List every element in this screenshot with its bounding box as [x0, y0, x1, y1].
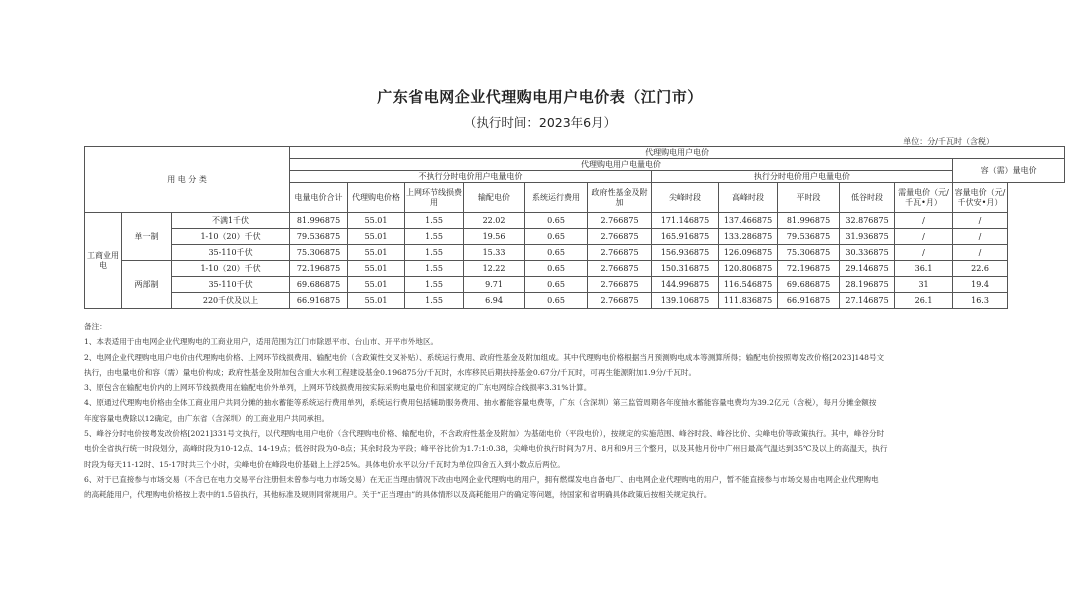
table-cell: 31 — [895, 277, 953, 293]
col-header-flat: 平时段 — [778, 183, 840, 213]
table-row — [85, 293, 1065, 309]
table-cell: 26.1 — [895, 293, 953, 309]
table-cell: 2.766875 — [588, 277, 652, 293]
notes-heading: 备注： — [84, 322, 107, 331]
table-row — [85, 245, 1065, 261]
col-header-transmission: 输配电价 — [464, 183, 525, 213]
table-cell: / — [895, 245, 953, 261]
table-cell: 81.996875 — [290, 213, 348, 229]
table-cell: 137.466875 — [719, 213, 778, 229]
row-label: 35-110千伏 — [172, 245, 290, 261]
table-cell: 156.936875 — [652, 245, 719, 261]
table-cell: 2.766875 — [588, 213, 652, 229]
row-label: 不满1千伏 — [172, 213, 290, 229]
col-header-capacity: 容量电价（元/千伏安•月） — [953, 183, 1008, 213]
table-cell: 30.336875 — [840, 245, 895, 261]
table-cell: / — [953, 229, 1008, 245]
table-cell: 55.01 — [348, 213, 405, 229]
note-line: 电价全省执行统一时段划分，高峰时段为10-12点、14-19点；低谷时段为0-8点；其余时段为平段；峰平谷比价为1.7:1:0.38，尖峰电价执行时间为7月、8月和9月三个整月，以及其他月份中广州日最高气温达到35℃及以上的高温天，执行 — [84, 444, 888, 454]
table-cell: 2.766875 — [588, 293, 652, 309]
table-cell: 133.286875 — [719, 229, 778, 245]
table-cell: / — [953, 245, 1008, 261]
table-cell: 2.766875 — [588, 261, 652, 277]
table-cell: 19.4 — [953, 277, 1008, 293]
col-header-gov-fund: 政府性基金及附加 — [588, 183, 652, 213]
table-cell: 0.65 — [525, 245, 588, 261]
table-cell: 19.56 — [464, 229, 525, 245]
table-cell: 1.55 — [405, 261, 464, 277]
col-header-valley: 低谷时段 — [840, 183, 895, 213]
table-cell: 2.766875 — [588, 245, 652, 261]
price-table — [84, 146, 1065, 309]
table-cell: 31.936875 — [840, 229, 895, 245]
table-cell: 0.65 — [525, 277, 588, 293]
table-row — [85, 213, 1065, 229]
energy-price-header: 代理购电用户电量电价 — [290, 159, 953, 171]
table-cell: 111.836875 — [719, 293, 778, 309]
note-line: 6、对于已直接参与市场交易（不含已在电力交易平台注册但未曾参与电力市场交易）在无正当理由情况下改由电网企业代理购电的用户，拥有燃煤发电自备电厂、由电网企业代理购电的用户，暂不能直接参与市场交易由电网企业代理购电 — [84, 474, 879, 484]
table-cell: 79.536875 — [778, 229, 840, 245]
note-line: 时段为每天11-12时、15-17时共三个小时，尖峰电价在峰段电价基础上上浮25%。具体电价水平以分/千瓦时为单位四舍五入到小数点后两位。 — [84, 459, 565, 469]
notes-section — [84, 319, 996, 503]
table-cell: 32.876875 — [840, 213, 895, 229]
table-cell: 139.106875 — [652, 293, 719, 309]
table-cell: 1.55 — [405, 277, 464, 293]
note-line: 执行，由电量电价和容（需）量电价构成；政府性基金及附加包含重大水利工程建设基金0.196875分/千瓦时，水库移民后期扶持基金0.67分/千瓦时，可再生能源附加1.9分/千瓦时。 — [84, 367, 697, 377]
table-cell: 79.536875 — [290, 229, 348, 245]
table-cell: 120.806875 — [719, 261, 778, 277]
table-cell: / — [895, 213, 953, 229]
table-cell: 171.146875 — [652, 213, 719, 229]
proxy-price-header: 代理购电用户电价 — [290, 147, 1065, 159]
table-cell: 36.1 — [895, 261, 953, 277]
table-cell: 55.01 — [348, 277, 405, 293]
table-cell: / — [953, 213, 1008, 229]
table-cell: 2.766875 — [588, 229, 652, 245]
capacity-price-header: 容（需）量电价 — [953, 159, 1065, 183]
col-header-sharp-peak: 尖峰时段 — [652, 183, 719, 213]
header-row-1 — [85, 147, 1065, 159]
table-row — [85, 229, 1065, 245]
table-cell: 165.916875 — [652, 229, 719, 245]
col-header-peak: 高峰时段 — [719, 183, 778, 213]
table-cell: 22.6 — [953, 261, 1008, 277]
note-line: 4、原通过代理购电价格由全体工商业用户共同分摊的抽水蓄能等系统运行费用单列，系统运行费用包括辅助服务费用、抽水蓄能容量电费等，广东（含深圳）第三监管周期各年度抽水蓄能容量电费均为39.2亿元（含税），每月分摊金额按 — [84, 398, 877, 408]
table-cell: 126.096875 — [719, 245, 778, 261]
table-cell: 0.65 — [525, 213, 588, 229]
table-cell: 0.65 — [525, 261, 588, 277]
table-cell: 150.316875 — [652, 261, 719, 277]
table-cell: 55.01 — [348, 261, 405, 277]
note-line: 3、原包含在输配电价内的上网环节线损费用在输配电价外单列，上网环节线损费用按实际采购电量电价和国家规定的广东电网综合线损率3.31%计算。 — [84, 383, 592, 393]
table-cell: 1.55 — [405, 213, 464, 229]
two-part-system-label: 两部制 — [122, 261, 172, 309]
table-cell: 72.196875 — [778, 261, 840, 277]
table-cell: / — [895, 229, 953, 245]
table-cell: 1.55 — [405, 293, 464, 309]
table-cell: 15.33 — [464, 245, 525, 261]
table-cell: 69.686875 — [778, 277, 840, 293]
table-cell: 55.01 — [348, 293, 405, 309]
category-header: 用 电 分 类 — [85, 147, 290, 213]
table-cell: 116.546875 — [719, 277, 778, 293]
table-cell: 66.916875 — [778, 293, 840, 309]
table-cell: 0.65 — [525, 229, 588, 245]
col-header-proxy-price: 代理购电价格 — [348, 183, 405, 213]
table-row — [85, 277, 1065, 293]
table-cell: 29.146875 — [840, 261, 895, 277]
table-cell: 81.996875 — [778, 213, 840, 229]
table-cell: 69.686875 — [290, 277, 348, 293]
note-line: 1、本表适用于由电网企业代理购电的工商业用户，适用范围为江门市除恩平市、台山市、开平市外地区。 — [84, 337, 439, 347]
table-cell: 75.306875 — [778, 245, 840, 261]
note-line: 5、峰谷分时电价按粤发改价格[2021]331号文执行，以代理购电用户电价（含代理购电价格、输配电价，不含政府性基金及附加）为基础电价（平段电价），按规定的实施范围、峰谷时段、峰谷比价、尖峰电价等政策执行。其中，峰谷分时 — [84, 429, 885, 439]
row-label: 220千伏及以上 — [172, 293, 290, 309]
table-cell: 12.22 — [464, 261, 525, 277]
table-cell: 28.196875 — [840, 277, 895, 293]
unit-label: 单位：分/千瓦时（含税） — [903, 137, 994, 146]
table-cell: 1.55 — [405, 245, 464, 261]
table-cell: 22.02 — [464, 213, 525, 229]
table-cell: 0.65 — [525, 293, 588, 309]
col-header-system-fee: 系统运行费用 — [525, 183, 588, 213]
table-cell: 9.71 — [464, 277, 525, 293]
table-cell: 144.996875 — [652, 277, 719, 293]
table-cell: 75.306875 — [290, 245, 348, 261]
table-cell: 66.916875 — [290, 293, 348, 309]
row-label: 1-10（20）千伏 — [172, 229, 290, 245]
single-system-label: 单一制 — [122, 213, 172, 261]
col-header-line-loss: 上网环节线损费用 — [405, 183, 464, 213]
note-line: 2、电网企业代理购电用户电价由代理购电价格、上网环节线损费用、输配电价（含政策性交叉补贴）、系统运行费用、政府性基金及附加组成。其中代理购电价格根据当月预测购电成本等测算所得；输配电价按照粤发改价格[2023]148号文 — [84, 352, 885, 362]
page-subtitle: （执行时间：2023年6月） — [463, 115, 617, 130]
table-row — [85, 261, 1065, 277]
col-header-demand: 需量电价（元/千瓦•月） — [895, 183, 953, 213]
group-label: 工商业用电 — [85, 213, 122, 309]
table-cell: 27.146875 — [840, 293, 895, 309]
non-tou-header: 不执行分时电价用户电量电价 — [290, 171, 652, 183]
table-cell: 55.01 — [348, 245, 405, 261]
row-label: 1-10（20）千伏 — [172, 261, 290, 277]
col-header-total: 电量电价合计 — [290, 183, 348, 213]
page-title: 广东省电网企业代理购电用户电价表（江门市） — [377, 88, 703, 106]
row-label: 35-110千伏 — [172, 277, 290, 293]
table-cell: 72.196875 — [290, 261, 348, 277]
tou-header: 执行分时电价用户电量电价 — [652, 171, 953, 183]
note-line: 年度容量电费除以12确定，由广东省（含深圳）的工商业用户共同承担。 — [84, 413, 330, 423]
table-cell: 6.94 — [464, 293, 525, 309]
note-line: 的高耗能用户，代理购电价格按上表中的1.5倍执行，其他标准及规则同常规用户。关于“正当理由”的具体情形以及高耗能用户的确定等问题，待国家和省明确具体政策后按相关规定执行。 — [84, 490, 712, 500]
table-cell: 1.55 — [405, 229, 464, 245]
table-cell: 55.01 — [348, 229, 405, 245]
table-cell: 16.3 — [953, 293, 1008, 309]
